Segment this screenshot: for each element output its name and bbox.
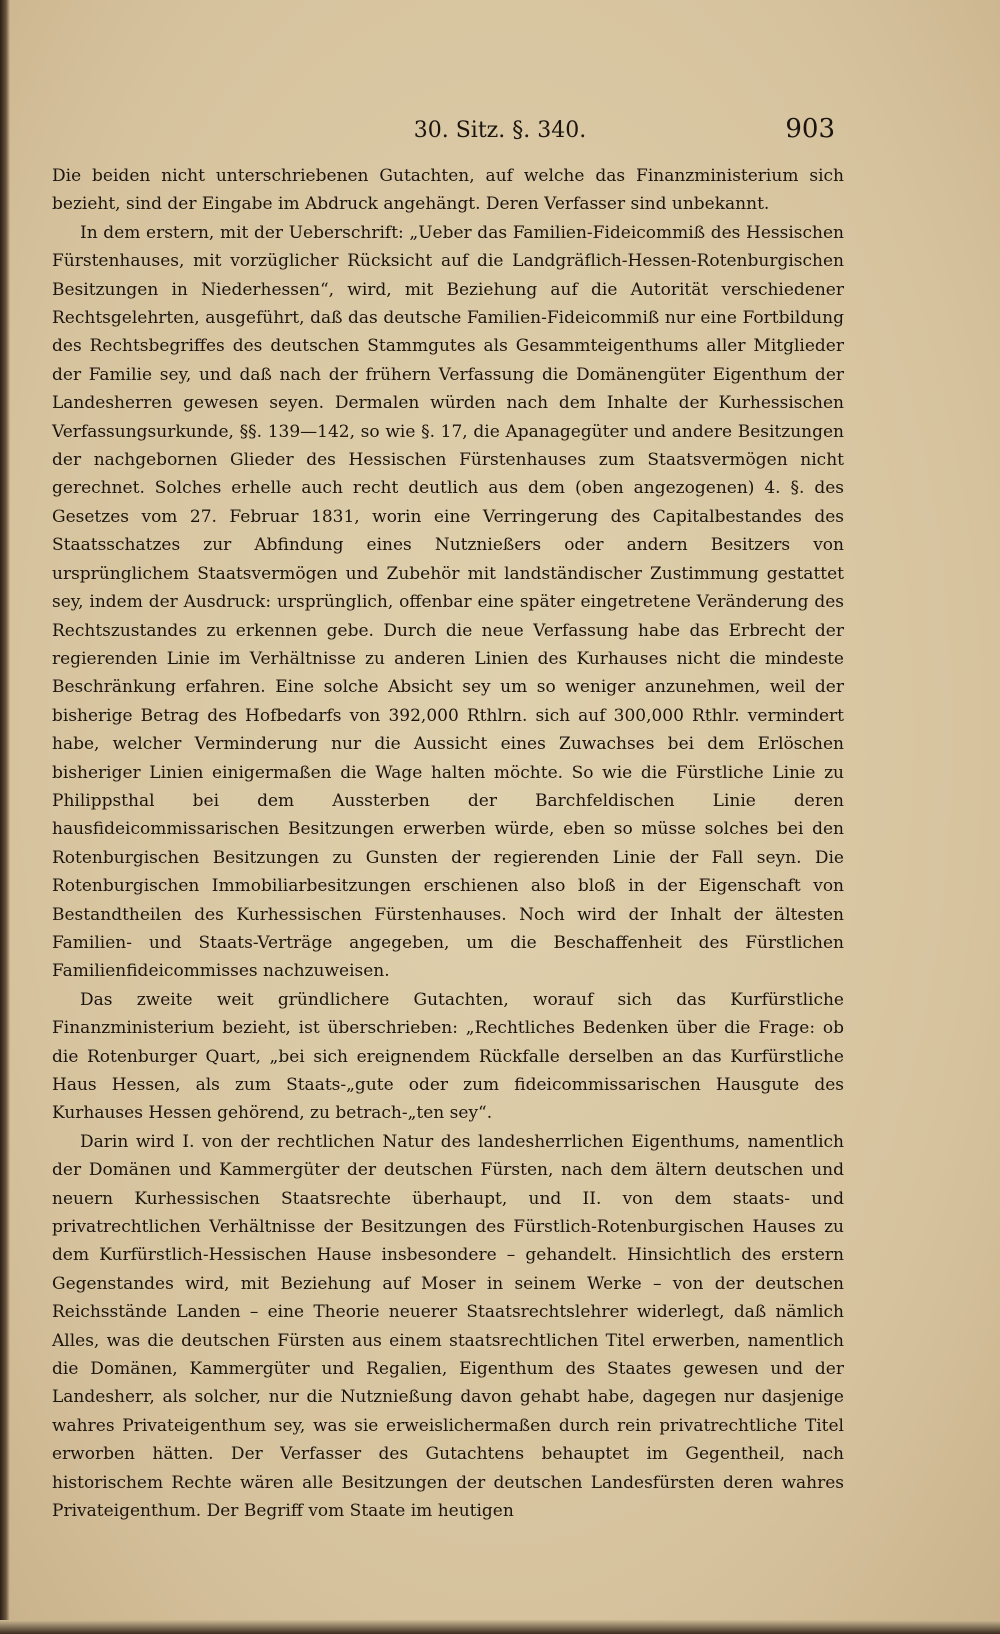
paragraph: Die beiden nicht unterschriebenen Gutachten, auf welche das Finanzministerium sich bezieht, sind der Eingabe im Abdruck angehängt. Deren Verfasser sind unbekannt. <box>52 166 844 215</box>
page-number: 903 <box>785 114 835 144</box>
paragraph: Das zweite weit gründlichere Gutachten, worauf sich das Kurfürstliche Finanzministerium bezieht, ist überschrieben: „Rechtliches Bedenken über die Frage: ob die Rotenburger Quart, „bei sich ereignendem Rückfalle derselben an das Kurfürstliche Haus Hessen, als zum Staats-„gute oder zum fideicommissarischen Hausgute des Kurhauses Hessen gehörend, zu betrach-„ten sey“. <box>52 989 844 1124</box>
paragraph: In dem erstern, mit der Ueberschrift: „Ueber das Familien-Fideicommiß des Hessischen Fürstenhauses, mit vorzüglicher Rücksicht auf die Landgräflich-Hessen-Rotenburgischen Besitzungen in Niederhessen“, wird, mit Beziehung auf die Autorität verschiedener Rechtsgelehrten, ausgeführt, daß das deutsche Familien-Fideicommiß nur eine Fortbildung des Rechtsbegriffes des deutschen Stammgutes als Gesammteigenthums aller Mitglieder der Familie sey, und daß nach der frühern Verfassung die Domänengüter Eigenthum der Landesherren gewesen seyen. Dermalen würden nach dem Inhalte der Kurhessischen Verfassungsurkunde, §§. 139—142, so wie §. 17, die Apanagegüter und andere Besitzungen der nachgebornen Glieder des Hessischen Fürstenhauses zum Staatsvermögen nicht gerechnet. Solches erhelle auch recht deutlich aus dem (oben angezogenen) 4. §. des Gesetzes vom 27. Februar 1831, worin eine Verringerung des Capitalbestandes des Staatsschatzes zur Abfindung eines Nutznießers oder andern Besitzers von ursprünglichem Staatsvermögen und Zubehör mit landständischer Zustimmung gestattet sey, indem der Ausdruck: ursprünglich, offenbar eine später eingetretene Veränderung des Rechtszustandes zu erkennen gebe. Durch die neue Verfassung habe das Erbrecht der regierenden Linie im Verhältnisse zu anderen Linien des Kurhauses nicht die mindeste Beschränkung erfahren. Eine solche Absicht sey um so weniger anzunehmen, weil der bisherige Betrag des Hofbedarfs von 392,000 Rthlrn. sich auf 300,000 Rthlr. vermindert habe, welcher Verminderung nur die Aussicht eines Zuwachses bei dem Erlöschen bisheriger Linien einigermaßen die Wage halten möchte. So wie die Fürstliche Linie zu Philippsthal bei dem Aussterben der Barchfeldischen Linie deren hausfideicommissarischen Besitzungen erwerben würde, eben so müsse solches bei den Rotenburgischen Besitzungen zu Gunsten der regierenden Linie der Fall seyn. Die Rotenburgischen Immobiliarbesitzungen erschienen also bloß in der Eigenschaft von Bestandtheilen des Kurhessischen Fürstenhauses. Noch wird der Inhalt der ältesten Familien- und Staats-Verträge angegeben, um die Beschaffenheit des Fürstlichen Familienfideicommisses nachzuweisen. <box>52 222 844 982</box>
page-bottom-edge <box>0 1620 1000 1634</box>
body-text <box>52 162 844 1526</box>
paragraph: Darin wird I. von der rechtlichen Natur des landesherrlichen Eigenthums, namentlich der Domänen und Kammergüter der deutschen Fürsten, nach dem ältern deutschen und neuern Kurhessischen Staatsrechte überhaupt, und II. von dem staats- und privatrechtlichen Verhältnisse der Besitzungen des Fürstlich-Rotenburgischen Hauses zu dem Kurfürstlich-Hessischen Hause insbesondere – gehandelt. Hinsichtlich des erstern Gegenstandes wird, mit Beziehung auf Moser in seinem Werke – von der deutschen Reichsstände Landen – eine Theorie neuerer Staatsrechtslehrer widerlegt, daß nämlich Alles, was die deutschen Fürsten aus einem staatsrechtlichen Titel erwerben, namentlich die Domänen, Kammergüter und Regalien, Eigenthum des Staates gewesen und der Landesherr, als solcher, nur die Nutznießung davon gehabt habe, dagegen nur dasjenige wahres Privateigenthum sey, was sie erweislichermaßen durch rein privatrechtliche Titel erworben hätten. Der Verfasser des Gutachtens behauptet im Gegentheil, nach historischem Rechte wären alle Besitzungen der deutschen Landesfürsten deren wahres Privateigenthum. Der Begriff vom Staate im heutigen <box>52 1131 844 1522</box>
book-spine-shadow <box>0 0 10 1634</box>
running-title: 30. Sitz. §. 340. <box>413 118 587 143</box>
running-head <box>0 112 1000 152</box>
